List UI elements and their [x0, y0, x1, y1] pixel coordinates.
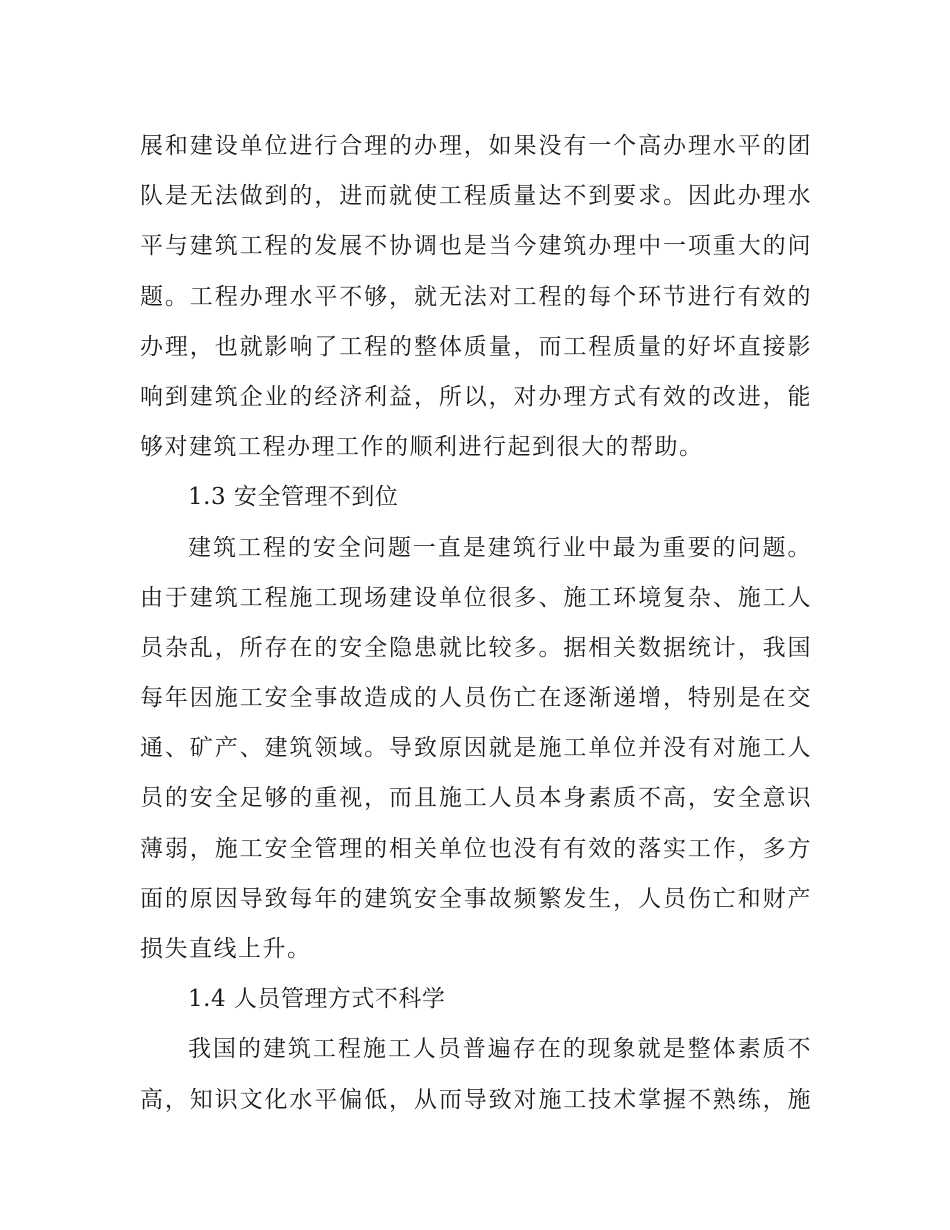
- body-line: 建筑工程的安全问题一直是建筑行业中最为重要的问题。: [188, 534, 812, 561]
- body-line: 每年因施工安全事故造成的人员伤亡在逐渐递增，特别是在交: [140, 685, 812, 712]
- body-line: 薄弱，施工安全管理的相关单位也没有有效的落实工作，多方: [140, 835, 812, 862]
- body-line: 高，知识文化水平偏低，从而导致对施工技术掌握不熟练，施: [140, 1086, 812, 1113]
- document-body: [140, 121, 812, 1125]
- body-line: 响到建筑企业的经济利益，所以，对办理方式有效的改进，能: [140, 383, 812, 410]
- body-line: 我国的建筑工程施工人员普遍存在的现象就是整体素质不: [188, 1036, 812, 1063]
- body-line: 队是无法做到的，进而就使工程质量达不到要求。因此办理水: [140, 183, 812, 210]
- body-line: 办理，也就影响了工程的整体质量，而工程质量的好坏直接影: [140, 333, 812, 360]
- section-heading: 1.3 安全管理不到位: [188, 484, 399, 511]
- body-line: 员杂乱，所存在的安全隐患就比较多。据相关数据统计，我国: [140, 634, 812, 661]
- section-heading: 1.4 人员管理方式不科学: [188, 986, 446, 1013]
- body-line: 损失直线上升。: [140, 936, 312, 962]
- body-line: 平与建筑工程的发展不协调也是当今建筑办理中一项重大的问: [140, 233, 812, 260]
- body-line: 通、矿产、建筑领域。导致原因就是施工单位并没有对施工人: [140, 735, 812, 762]
- body-line: 面的原因导致每年的建筑安全事故频繁发生，人员伤亡和财产: [140, 885, 812, 912]
- body-line: 员的安全足够的重视，而且施工人员本身素质不高，安全意识: [140, 785, 812, 812]
- body-line: 展和建设单位进行合理的办理，如果没有一个高办理水平的团: [140, 133, 812, 159]
- body-line: 题。工程办理水平不够，就无法对工程的每个环节进行有效的: [140, 283, 812, 310]
- body-line: 由于建筑工程施工现场建设单位很多、施工环境复杂、施工人: [140, 584, 812, 611]
- body-line: 够对建筑工程办理工作的顺利进行起到很大的帮助。: [140, 434, 704, 461]
